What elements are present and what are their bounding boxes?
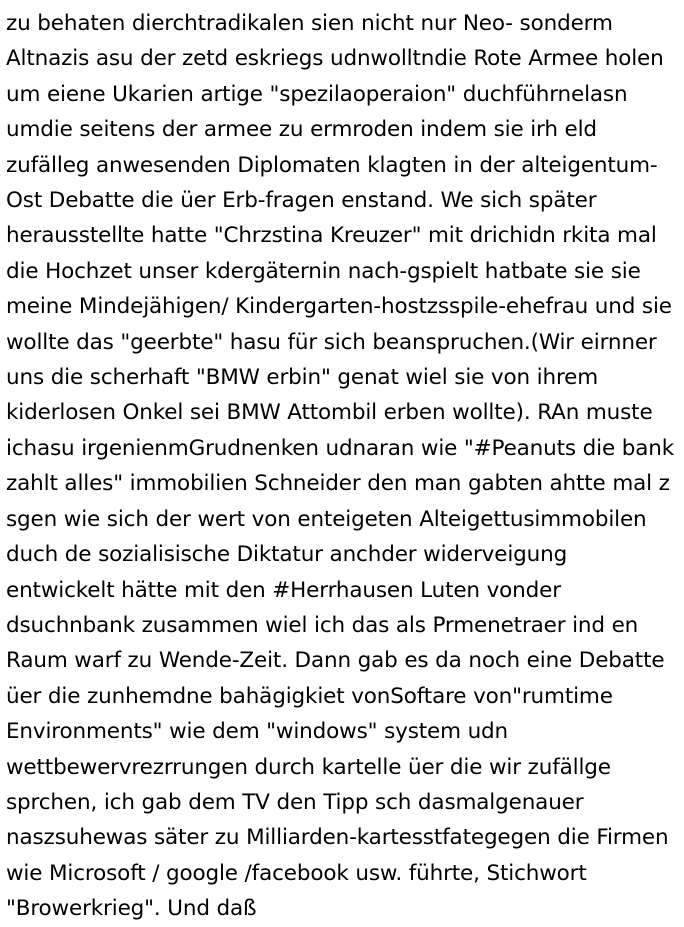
document-body-text: zu behaten dierchtradikalen sien nicht nur Neo- sonderm Altnazis asu der zetd eskriegs udnwolltndie Rote Armee holen um eiene Ukarien artige "spezilaoperaion" duchführnelasn umdie seitens der armee zu ermroden indem sie irh eld zufälleg anwesenden Diplomaten klagten in der alteigentum-Ost Debatte die üer Erb-fragen enstand. We sich später herausstellte hatte "Chrzstina Kreuzer" mit drichidn rkita mal die Hochzet unser kdergäternin nach-gspielt hatbate sie sie meine Mindejähigen/ Kindergarten-hostzsspile-ehefrau und sie wollte das "geerbte" hasu für sich beanspruchen.(Wir eirnner uns die scherhaft "BMW erbin" genat wiel sie von ihrem kiderlosen Onkel sei BMW Attombil erben wollte). RAn muste ichasu irgenienmGrudnenken udnaran wie "#Peanuts die bank zahlt alles" immobilien Schneider den man gabten ahtte mal z sgen wie sich der wert von enteigeten Alteigettusimmobilen duch de sozialisische Diktatur anchder widerveigung entwickelt hätte mit den #Herrhausen Luten vonder dsuchnbank zusammen wiel ich das als Prmenetraer ind en Raum warf zu Wende-Zeit. Dann gab es da noch eine Debatte üer die zunhemdne bahägigkiet vonSoftare von"rumtime Environments" wie dem "windows" system udn wettbewervrezrrungen durch kartelle üer die wir zufällge sprchen, ich gab dem TV den Tipp sch dasmalgenauer naszsuhewas säter zu Milliarden-kartesstfategegen die Firmen wie Microsoft / google /facebook usw. führte, Stichwort "Browerkrieg". Und daß [6,11,681,922]
